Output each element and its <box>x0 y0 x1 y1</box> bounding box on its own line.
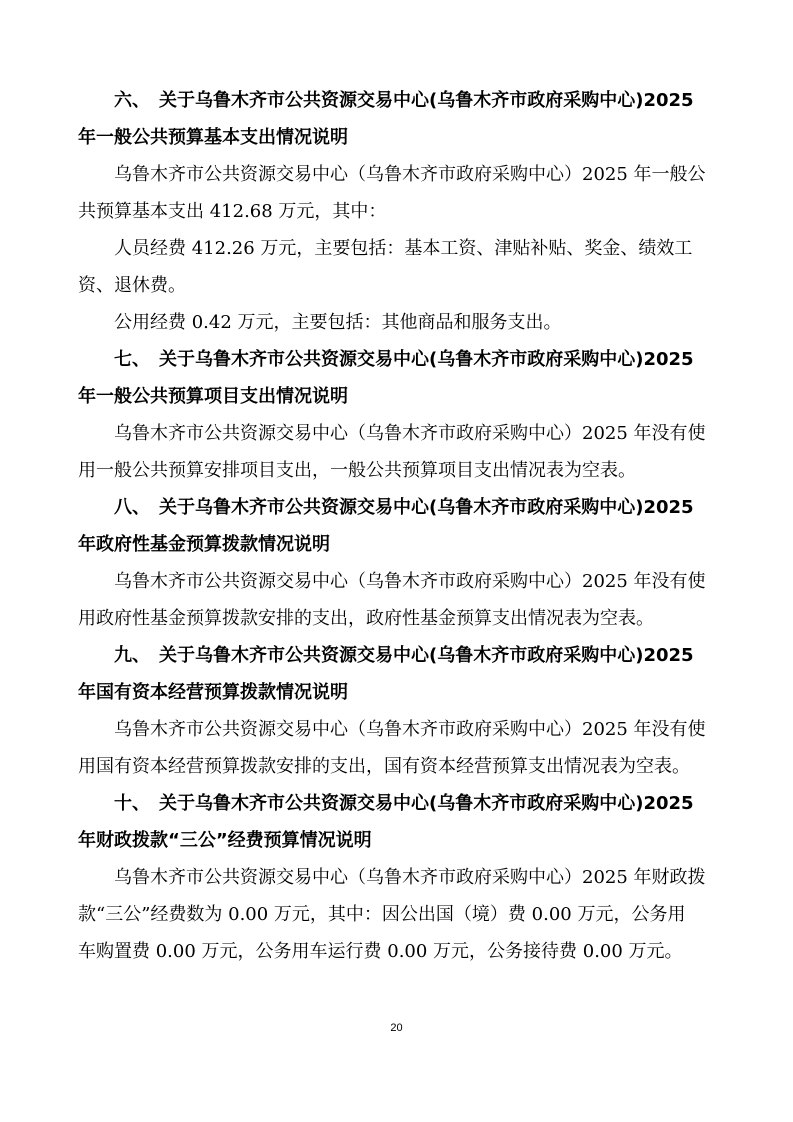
paragraph-line: 车购置费 0.00 万元，公务用车运行费 0.00 万元，公务接待费 0.00 万元。 <box>78 941 683 962</box>
paragraph-line: 资、退休费。 <box>78 275 186 296</box>
section-heading: 年政府性基金预算拨款情况说明 <box>78 534 330 555</box>
paragraph-line: 款“三公”经费数为 0.00 万元，其中：因公出国（境）费 0.00 万元，公务用 <box>78 904 686 925</box>
paragraph-line: 共预算基本支出 412.68 万元，其中： <box>78 201 387 222</box>
section-heading: 七、 关于乌鲁木齐市公共资源交易中心(乌鲁木齐市政府采购中心)2025 <box>114 349 694 370</box>
paragraph-line: 乌鲁木齐市公共资源交易中心（乌鲁木齐市政府采购中心）2025 年没有使 <box>114 719 706 740</box>
section-heading: 九、 关于乌鲁木齐市公共资源交易中心(乌鲁木齐市政府采购中心)2025 <box>114 645 694 666</box>
section-heading: 年财政拨款“三公”经费预算情况说明 <box>78 830 372 851</box>
paragraph-line: 人员经费 412.26 万元，主要包括：基本工资、津贴补贴、奖金、绩效工 <box>114 238 693 259</box>
paragraph-line: 乌鲁木齐市公共资源交易中心（乌鲁木齐市政府采购中心）2025 年财政拨 <box>114 867 706 888</box>
paragraph-line: 用国有资本经营预算拨款安排的支出，国有资本经营预算支出情况表为空表。 <box>78 756 690 777</box>
section-heading: 六、 关于乌鲁木齐市公共资源交易中心(乌鲁木齐市政府采购中心)2025 <box>114 90 694 111</box>
paragraph-line: 用一般公共预算安排项目支出，一般公共预算项目支出情况表为空表。 <box>78 460 636 481</box>
page-number: 20 <box>390 1022 403 1034</box>
paragraph-line: 公用经费 0.42 万元，主要包括：其他商品和服务支出。 <box>114 312 562 333</box>
section-heading: 年一般公共预算项目支出情况说明 <box>78 386 348 407</box>
paragraph-line: 乌鲁木齐市公共资源交易中心（乌鲁木齐市政府采购中心）2025 年没有使 <box>114 571 706 592</box>
paragraph-line: 乌鲁木齐市公共资源交易中心（乌鲁木齐市政府采购中心）2025 年一般公 <box>114 164 706 185</box>
section-heading: 年国有资本经营预算拨款情况说明 <box>78 682 348 703</box>
paragraph-line: 用政府性基金预算拨款安排的支出，政府性基金预算支出情况表为空表。 <box>78 608 654 629</box>
section-heading: 十、 关于乌鲁木齐市公共资源交易中心(乌鲁木齐市政府采购中心)2025 <box>114 793 694 814</box>
section-heading: 八、 关于乌鲁木齐市公共资源交易中心(乌鲁木齐市政府采购中心)2025 <box>114 497 694 518</box>
section-heading: 年一般公共预算基本支出情况说明 <box>78 127 348 148</box>
paragraph-line: 乌鲁木齐市公共资源交易中心（乌鲁木齐市政府采购中心）2025 年没有使 <box>114 423 706 444</box>
